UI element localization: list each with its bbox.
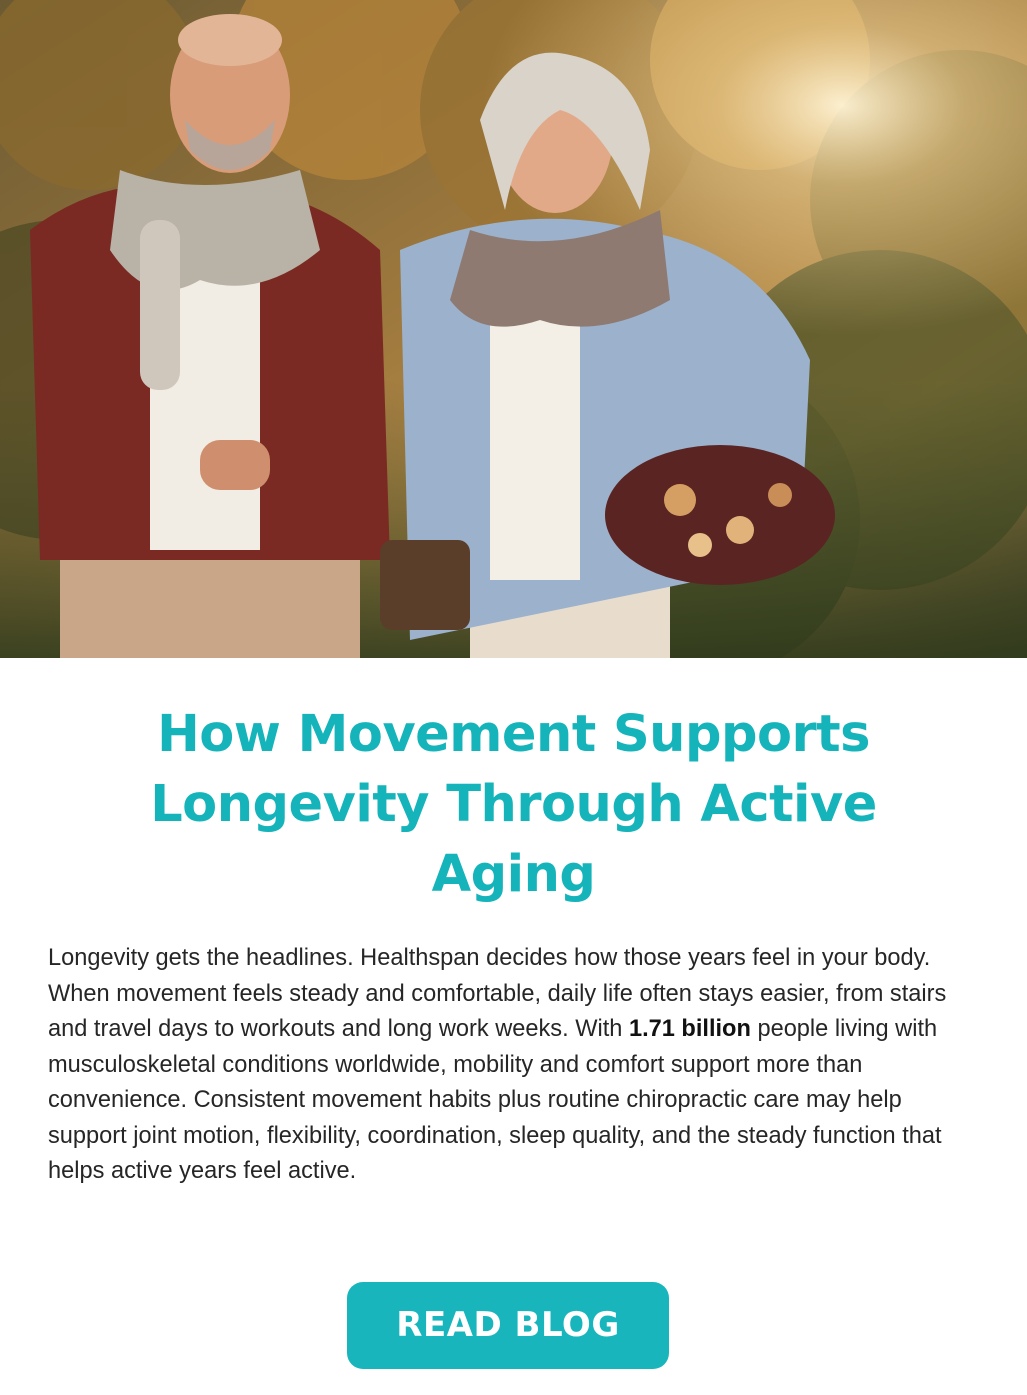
read-blog-button[interactable]: READ BLOG — [347, 1282, 669, 1369]
summary-highlight-stat: 1.71 billion — [628, 1016, 751, 1042]
article-summary — [48, 941, 983, 1190]
summary-intro: Longevity gets the headlines. Healthspan decides how those years feel in your body. When movement feels steady and comfortable, daily life often stays easier, from stairs and travel days to workouts and long work weeks. With — [48, 945, 947, 1042]
hero-illustration — [0, 0, 1027, 658]
hero-photo — [0, 0, 1027, 658]
article-headline: How Movement Supports Longevity Through Active Aging — [150, 705, 877, 904]
summary-rest: people living with musculoskeletal conditions worldwide, mobility and comfort support more than convenience. Consistent movement habits plus routine chiropractic care may help support joint motion, flexibility, coordination, sleep quality, and the steady function that helps active years feel active. — [48, 1016, 942, 1184]
